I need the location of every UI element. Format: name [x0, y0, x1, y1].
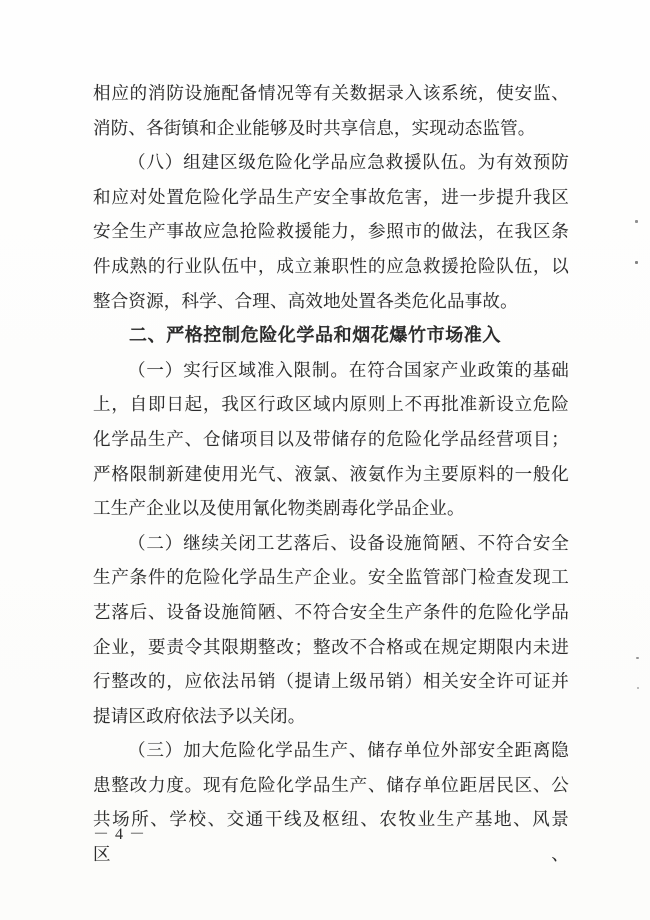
text-line: （一）实行区域准入限制。在符合国家产业政策的基础 [128, 359, 569, 380]
scan-speck [636, 657, 639, 659]
page-number: － 4 － [93, 826, 147, 843]
text-line: 艺落后、设备设施简陋、不符合安全生产条件的危险化学品 [93, 601, 569, 622]
text-line: 上，自即日起，我区行政区域内原则上不再批准新设立危险 [93, 394, 569, 415]
text-line: 安全生产事故应急抢险救援能力，参照市的做法，在我区条 [93, 221, 569, 242]
text-line: 生产条件的危险化学品生产企业。安全监管部门检查发现工 [93, 567, 569, 588]
text-line: 企业，要责令其限期整改；整改不合格或在规定期限内未进 [93, 636, 569, 657]
text-line: （八）组建区级危险化学品应急救援队伍。为有效预防 [128, 152, 569, 173]
scan-speck [637, 687, 639, 689]
text-line: 严格限制新建使用光气、液氯、液氨作为主要原料的一般化 [93, 463, 569, 484]
section-heading: 二、严格控制危险化学品和烟花爆竹市场准入 [129, 325, 501, 346]
text-line: 整合资源，科学、合理、高效地处置各类危化品事故。 [93, 290, 518, 311]
text-line: 行整改的，应依法吊销（提请上级吊销）相关安全许可证并 [93, 671, 569, 692]
document-body [93, 76, 569, 865]
scan-speck [635, 220, 638, 223]
text-line: 患整改力度。现有危险化学品生产、储存单位距居民区、公 [93, 774, 569, 795]
text-line: 共场所、学校、交通干线及枢纽、农牧业生产基地、风景区、 [93, 809, 569, 865]
text-line: （二）继续关闭工艺落后、设备设施简陋、不符合安全 [128, 532, 569, 553]
text-line: 相应的消防设施配备情况等有关数据录入该系统，使安监、 [93, 83, 569, 103]
text-line: 件成熟的行业队伍中，成立兼职性的应急救援抢险队伍，以 [93, 255, 569, 276]
text-line: 化学品生产、仓储项目以及带储存的危险化学品经营项目； [93, 428, 569, 449]
text-line: 和应对处置危险化学品生产安全事故危害，进一步提升我区 [93, 186, 569, 207]
text-line: 工生产企业以及使用氰化物类剧毒化学品企业。 [93, 498, 465, 519]
text-line: 消防、各街镇和企业能够及时共享信息，实现动态监管。 [93, 117, 536, 138]
text-line: （三）加大危险化学品生产、储存单位外部安全距离隐 [128, 740, 569, 761]
text-line: 提请区政府依法予以关闭。 [93, 705, 306, 726]
scan-speck [635, 261, 638, 264]
